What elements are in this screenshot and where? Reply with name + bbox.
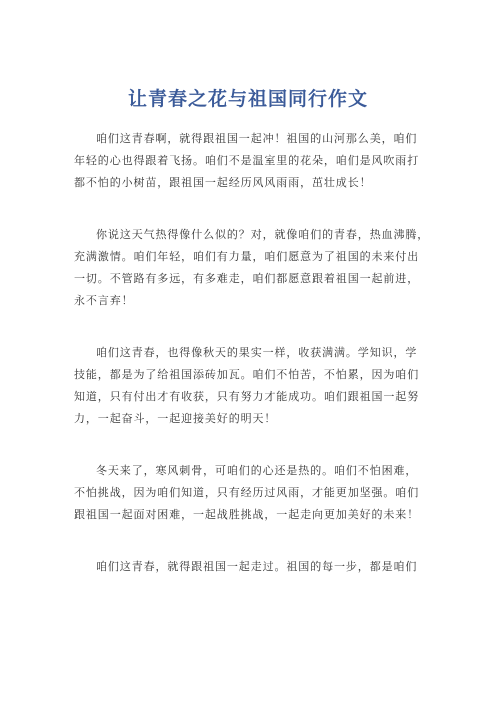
- paragraph-3: [74, 342, 434, 430]
- paragraph-line: 年轻的心也得跟着飞扬。咱们不是温室里的花朵，咱们是风吹雨打: [74, 154, 420, 167]
- paragraph-line: 冬天来了，寒风刺骨，可咱们的心还是热的。咱们不怕困难，: [96, 464, 418, 477]
- paragraph-line: 一切。不管路有多远，有多难走，咱们都愿意跟着祖国一起前进，: [74, 272, 420, 285]
- paragraph-line: 知道，只有付出才有收获，只有努力才能成功。咱们跟祖国一起努: [74, 390, 420, 403]
- paragraph-line: 咱们这青春啊，就得跟祖国一起冲！祖国的山河那么美，咱们: [96, 132, 418, 145]
- paragraph-line: 都不怕的小树苗，跟祖国一起经历风风雨雨，茁壮成长！: [74, 176, 372, 189]
- paragraph-5: [74, 556, 434, 578]
- paragraph-1: [74, 128, 434, 194]
- paragraph-4: [74, 460, 434, 526]
- paragraph-line: 永不言弃！: [74, 294, 134, 307]
- document-title: 让青春之花与祖国同行作文: [127, 88, 368, 110]
- paragraph-line: 你说这天气热得像什么似的？对，就像咱们的青春，热血沸腾，: [96, 228, 430, 241]
- paragraph-2: [74, 224, 434, 312]
- paragraph-line: 力，一起奋斗，一起迎接美好的明天！: [74, 412, 277, 425]
- document-body: [74, 128, 434, 608]
- paragraph-line: 技能，都是为了给祖国添砖加瓦。咱们不怕苦，不怕累，因为咱们: [74, 368, 420, 381]
- paragraph-line: 不怕挑战，因为咱们知道，只有经历过风雨，才能更加坚强。咱们: [74, 486, 420, 499]
- paragraph-line: 跟祖国一起面对困难，一起战胜挑战，一起走向更加美好的未来！: [74, 508, 420, 521]
- paragraph-line: 咱们这青春，也得像秋天的果实一样，收获满满。学知识，学: [96, 346, 418, 359]
- paragraph-line: 咱们这青春，就得跟祖国一起走过。祖国的每一步，都是咱们: [96, 560, 418, 573]
- paragraph-line: 充满激情。咱们年轻，咱们有力量，咱们愿意为了祖国的未来付出: [74, 250, 420, 263]
